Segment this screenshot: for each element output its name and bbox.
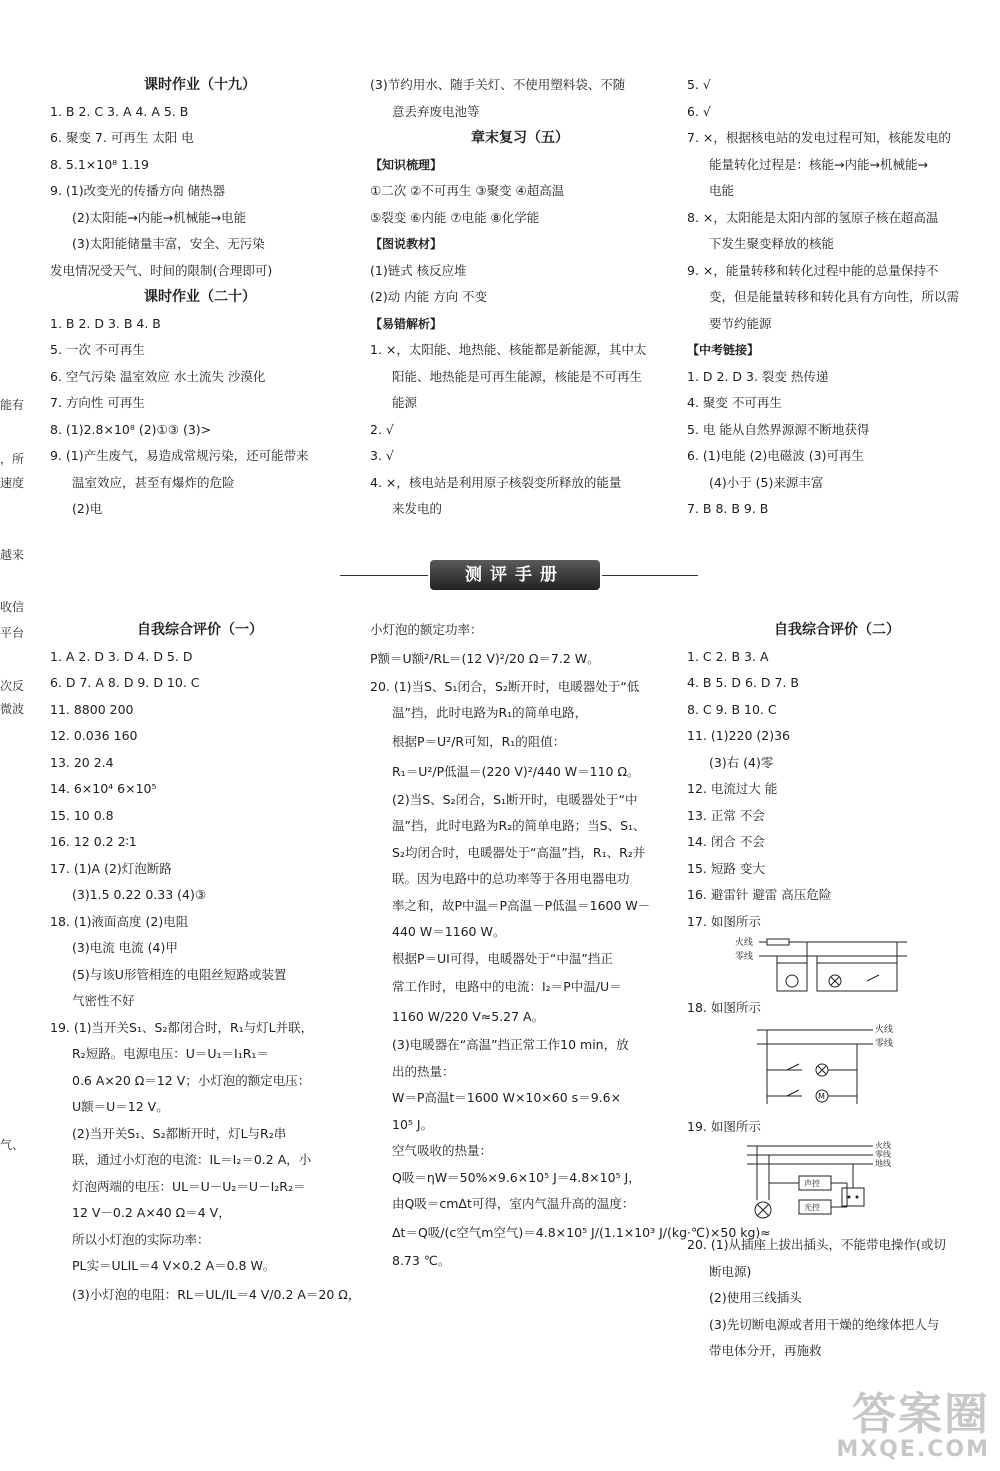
circuit-diagram [687,1140,987,1232]
answer-line: 出的热量： [392,1063,455,1079]
answer-line: 5. √ [687,77,711,92]
answer-line: 17. (1)A (2)灯泡断路 [50,860,172,876]
answer-line: 2. √ [370,421,394,437]
circuit-diagram [687,1022,987,1114]
answer-line: 温”挡，此时电路为R₁的简单电路， [392,705,588,720]
edge-fragment: 微波 [0,702,25,716]
wire-label: 火线 [875,1141,891,1150]
answer-line: 5. 电 能从自然界源源不断地获得 [687,421,870,437]
answer-line: (4)小于 (5)来源丰富 [709,474,824,490]
answer-line: (3)小灯泡的电阻：RL＝UL/IL＝4 V/0.2 A＝20 Ω， [72,1286,361,1302]
answer-line: (3)1.5 0.22 0.33 (4)③ [72,887,207,902]
answer-line: 8. 5.1×10⁸ 1.19 [50,156,149,172]
answer-line: ⑤裂变 ⑥内能 ⑦电能 ⑧化学能 [370,209,540,225]
answer-line: (2)使用三线插头 [709,1290,802,1305]
answer-line: S₂均闭合时，电暖器处于“高温”挡，R₁、R₂并 [392,844,646,860]
answer-line: 7. ×，根据核电站的发电过程可知，核能发电的 [687,130,951,145]
answer-line: 率之和，故P中温＝P高温－P低温＝1600 W－ [392,897,651,913]
edge-fragment: 越来 [0,548,25,562]
answer-line: Δt＝Q吸/(c空气m空气)＝4.8×10⁵ J/(1.1×10³ J/(kg·℃)×50 kg)≈ [392,1224,771,1240]
answer-line: (3)电流 电流 (4)甲 [72,940,178,955]
wire-label: 零线 [875,1038,894,1049]
answer-line: 9. (1)改变光的传播方向 储热器 [50,183,226,198]
watermark-text: 答案圈 [852,1389,990,1440]
answer-line: 变，但是能量转移和转化具有方向性，所以需 [709,289,960,304]
answer-line: 7. B 8. B 9. B [687,501,769,516]
answer-line: 20. (1)当S、S₁闭合，S₂断开时，电暖器处于“低 [370,678,640,694]
answer-line: 1. C 2. B 3. A [687,648,769,664]
watermark-logo [810,1389,990,1465]
answer-line: (2)太阳能→内能→机械能→电能 [72,209,247,225]
section-heading: 章末复习（五） [471,130,569,146]
answer-line: 9. (1)产生废气，易造成常规污染，还可能带来 [50,448,309,463]
answer-line: (5)与该U形管相连的电阻丝短路或装置 [72,966,287,982]
answer-line: 8. ×，太阳能是太阳内部的氢原子核在超高温 [687,209,939,225]
answer-line: 9. ×，能量转移和转化过程中能的总量保持不 [687,262,939,278]
answer-line: 6. 空气污染 温室效应 水土流失 沙漠化 [50,368,266,384]
circuit-diagram [687,935,987,995]
answer-line: 11. 8800 200 [50,701,134,717]
answer-line: (3)右 (4)零 [709,754,774,770]
answer-line: (2)当S、S₂闭合，S₁断开时，电暖器处于“中 [392,791,638,807]
answer-line: 由Q吸＝cmΔt可得，室内气温升高的温度： [392,1196,635,1211]
answer-line: 7. 方向性 可再生 [50,395,145,410]
answer-line: 4. B 5. D 6. D 7. B [687,675,799,690]
answer-line: 18. 如图所示 [687,1000,761,1015]
wire-label: 零线 [875,1150,891,1159]
answer-line: 17. 如图所示 [687,913,761,929]
answer-line: Q吸＝ηW＝50%×9.6×10⁵ J＝4.8×10⁵ J， [392,1169,641,1185]
watermark-url: MXQE.COM [836,1437,990,1462]
edge-fragment: 次反 [0,679,25,693]
section-heading: 课时作业（十九） [144,77,256,93]
subsection-tag: 【易错解析】 [370,316,443,331]
answer-line: 6. √ [687,103,711,119]
answer-line: 20. (1)从插座上拔出插头，不能带电操作(或切 [687,1237,946,1252]
switch-label: 光控 [804,1203,820,1212]
answer-line: (3)电暖器在“高温”挡正常工作10 min，放 [392,1037,629,1052]
answer-line: W＝P高温t＝1600 W×10×60 s＝9.6× [392,1090,622,1105]
answer-line: 16. 避雷针 避雷 高压危险 [687,887,832,902]
answer-line: 15. 10 0.8 [50,807,114,823]
wire-label: 火线 [735,938,754,948]
answer-line: 15. 短路 变大 [687,860,765,876]
answer-line: 发电情况受天气、时间的限制(合理即可) [50,262,273,278]
section-banner: 测评手册 [430,560,600,590]
answer-line: 带电体分开，再施救 [709,1343,822,1358]
edge-fragment: 收信 [0,600,25,614]
section-heading: 自我综合评价（二） [774,622,900,638]
subsection-tag: 【中考链接】 [687,343,760,357]
answer-line: 1160 W/220 V≈5.27 A。 [392,1009,545,1024]
edge-fragment: 能有 [0,398,25,412]
answer-line: 6. D 7. A 8. D 9. D 10. C [50,675,200,690]
answer-line: 8.73 ℃。 [392,1252,451,1268]
column-chapter-review-5 [370,72,670,523]
wire-label: 零线 [735,952,754,962]
column-self-evaluation-2 [687,617,987,1365]
switch-label: 声控 [804,1179,820,1188]
answer-line: 6. 聚变 7. 可再生 太阳 电 [50,130,194,145]
section-heading: 自我综合评价（一） [137,622,263,638]
answer-line: P额＝U额²/RL＝(12 V)²/20 Ω＝7.2 W。 [370,650,600,666]
edge-fragment: 平台 [0,626,25,640]
answer-line: 联，通过小灯泡的电流：IL＝I₂＝0.2 A，小 [72,1152,312,1167]
answer-line: 温室效应，甚至有爆炸的危险 [72,474,235,490]
section-heading: 课时作业（二十） [144,289,256,305]
column-homework-19-20 [50,72,350,523]
answer-line: U额＝U＝12 V。 [72,1099,169,1114]
answer-line: (3)太阳能储量丰富，安全、无污染 [72,236,265,251]
answer-line: 1. A 2. D 3. D 4. D 5. D [50,648,193,664]
wire-label: 地线 [875,1159,891,1168]
answer-line: (3)先切断电源或者用干燥的绝缘体把人与 [709,1316,940,1332]
answer-line: 气密性不好 [72,993,135,1008]
answer-line: 19. 如图所示 [687,1118,761,1134]
svg-text:M: M [818,1091,825,1101]
answer-line: 8. C 9. B 10. C [687,701,777,717]
answer-line: 12. 电流过大 能 [687,781,778,796]
answer-line: 联。因为电路中的总功率等于各用电器电功 [392,871,630,886]
answer-line: 13. 20 2.4 [50,754,114,770]
answer-line: 断电源) [709,1263,752,1279]
edge-fragment: ，所 [0,452,25,466]
answer-line: (2)电 [72,501,103,516]
answer-line: 3. √ [370,448,394,463]
answer-line: 1. B 2. D 3. B 4. B [50,315,161,331]
answer-line: 8. (1)2.8×10⁸ (2)①③ (3)> [50,421,212,437]
answer-line: 5. 一次 不可再生 [50,342,145,357]
answer-line: 来发电的 [392,501,443,516]
answer-line: 1. ×，太阳能、地热能、核能都是新能源，其中太 [370,342,647,357]
banner-rule-right [602,575,698,576]
answer-line: 阳能、地热能是可再生能源，核能是不可再生 [392,368,643,384]
column-self-evaluation-1 [50,617,361,1310]
answer-line: 4. ×，核电站是利用原子核裂变所释放的能量 [370,474,622,490]
subsection-tag: 【图说教材】 [370,237,443,251]
answer-line: PL实＝ULIL＝4 V×0.2 A＝0.8 W。 [72,1258,276,1273]
answer-line: (2)当开关S₁、S₂都断开时，灯L与R₂串 [72,1125,287,1141]
answer-line: 常工作时，电路中的电流：I₂＝P中温/U＝ [392,979,622,994]
answer-line: 灯泡两端的电压：UL＝U－U₂＝U－I₂R₂＝ [72,1178,306,1194]
answer-line: 12. 0.036 160 [50,728,138,743]
column-review-continued [687,72,987,523]
answer-line: 电能 [709,183,735,198]
answer-line: 意丢弃废电池等 [392,103,480,119]
answer-line: 温”挡，此时电路为R₂的简单电路；当S、S₁、 [392,818,646,833]
answer-line: 根据P＝U²/R可知，R₁的阻值： [392,733,566,749]
edge-fragment: 气、 [0,1138,25,1152]
answer-line: 440 W＝1160 W。 [392,924,506,939]
answer-line: 小灯泡的额定功率： [370,622,483,637]
answer-line: R₂短路。电源电压：U＝U₁＝I₁R₁＝ [72,1046,269,1061]
wire-label: 火线 [875,1024,894,1035]
answer-line: ①二次 ②不可再生 ③聚变 ④超高温 [370,183,565,198]
answer-line: 11. (1)220 (2)36 [687,728,791,743]
answer-line: 能量转化过程是：核能→内能→机械能→ [709,156,928,172]
answer-line: 能源 [392,395,418,410]
answer-line: 14. 闭合 不会 [687,834,765,849]
answer-line: 0.6 A×20 Ω＝12 V；小灯泡的额定电压： [72,1072,311,1088]
answer-line: 根据P＝UI可得，电暖器处于“中温”挡正 [392,950,613,966]
answer-line: 18. (1)液面高度 (2)电阻 [50,913,189,929]
answer-line: (3)节约用水、随手关灯、不使用塑料袋、不随 [370,77,626,92]
answer-line: 1. D 2. D 3. 裂变 热传递 [687,368,829,384]
answer-line: 下发生聚变释放的核能 [709,236,835,251]
answer-line: 16. 12 0.2 2∶1 [50,834,137,849]
answer-line: 1. B 2. C 3. A 4. A 5. B [50,103,189,119]
answer-line: (1)链式 核反应堆 [370,262,467,278]
edge-fragment: 速度 [0,476,25,490]
answer-line: (2)动 内能 方向 不变 [370,289,488,304]
banner-rule-left [340,575,428,576]
subsection-tag: 【知识梳理】 [370,157,443,172]
answer-line: 所以小灯泡的实际功率： [72,1231,210,1247]
answer-line: 14. 6×10⁴ 6×10⁵ [50,781,157,796]
answer-line: 4. 聚变 不可再生 [687,395,782,410]
answer-line: 空气吸收的热量： [392,1143,493,1158]
answer-line: 13. 正常 不会 [687,807,765,823]
answer-line: 6. (1)电能 (2)电磁波 (3)可再生 [687,448,864,463]
answer-line: R₁＝U²/P低温＝(220 V)²/440 W＝110 Ω。 [392,763,640,779]
answer-line: 10⁵ J。 [392,1116,434,1132]
answer-line: 19. (1)当开关S₁、S₂都闭合时，R₁与灯L并联， [50,1019,314,1035]
answer-line: 要节约能源 [709,315,772,331]
answer-line: 12 V－0.2 A×40 Ω＝4 V， [72,1205,231,1220]
